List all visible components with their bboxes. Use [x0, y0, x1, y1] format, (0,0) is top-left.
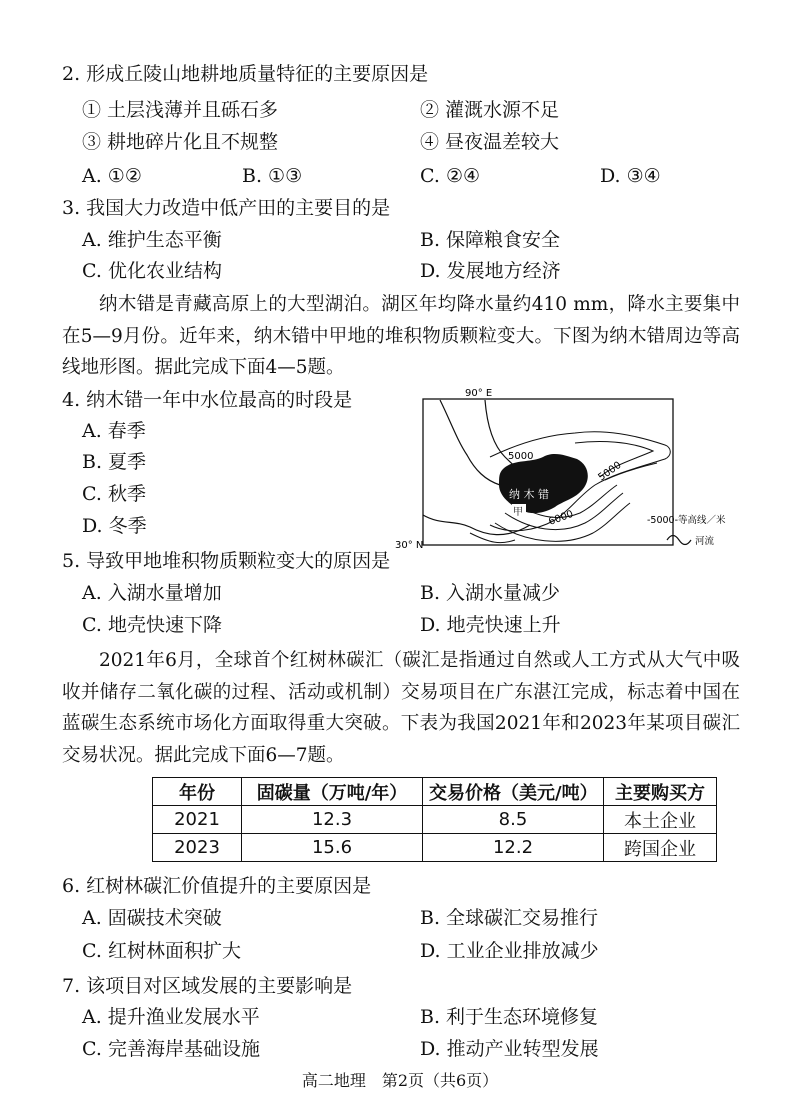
q7-choice-c: C. 完善海岸基础设施 [82, 1038, 260, 1060]
contour-label-6000: 6000 [547, 508, 575, 528]
passage-namco: 纳木错是青藏高原上的大型湖泊。湖区年均降水量约410 mm，降水主要集中在5—9月份。近年来，纳木错中甲地的堆积物质颗粒变大。下图为纳木错周边等高线地形图。据此完成下面4—5题。 [62, 294, 740, 378]
table-row [153, 806, 717, 834]
contour-label-5000-b: 5000 [596, 459, 624, 484]
map-longitude-label: 90° E [465, 388, 493, 399]
q2-item-3: ③ 耕地碎片化且不规整 [82, 131, 279, 153]
q6-choice-b: B. 全球碳汇交易推行 [420, 907, 599, 929]
lake-label: 纳 木 错 [509, 488, 549, 501]
table-header: 主要购买方 [604, 778, 717, 806]
passage-mangrove: 2021年6月，全球首个红树林碳汇（碳汇是指通过自然或人工方式从大气中吸收并储存二氧化碳的过程、活动或机制）交易项目在广东湛江完成，标志着中国在蓝碳生态系统市场化方面取得重大突破。下表为我国2021年和2023年某项目碳汇交易状况。据此完成下面6—7题。 [62, 650, 740, 766]
q2-choice-a: A. ①② [82, 165, 142, 187]
q5-choice-a: A. 入湖水量增加 [82, 582, 222, 604]
q2-choice-b: B. ①③ [242, 165, 303, 187]
q2-choice-d: D. ③④ [600, 165, 661, 187]
q3-choice-a: A. 维护生态平衡 [82, 229, 222, 251]
legend-contour: -5000-等高线／米 [647, 515, 726, 526]
q7-choice-b: B. 利于生态环境修复 [420, 1006, 599, 1028]
q7-choice-a: A. 提升渔业发展水平 [82, 1006, 260, 1028]
legend-river: 河流 [695, 536, 715, 547]
q4-choice-b: B. 夏季 [82, 451, 147, 473]
q3-choice-b: B. 保障粮食安全 [420, 229, 561, 251]
site-label: 甲 [513, 507, 523, 518]
table-cell: 2021 [153, 806, 242, 834]
q2-choice-c: C. ②④ [420, 165, 481, 187]
q2-item-2: ② 灌溉水源不足 [420, 99, 560, 121]
table-cell: 2023 [153, 834, 242, 862]
table-header: 年份 [153, 778, 242, 806]
q6-choice-a: A. 固碳技术突破 [82, 907, 222, 929]
contour-map [395, 385, 755, 575]
q5-choice-b: B. 入湖水量减少 [420, 582, 561, 604]
table-cell: 12.2 [423, 834, 604, 862]
question-6-stem: 6. 红树林碳汇价值提升的主要原因是 [62, 875, 372, 897]
q6-choice-c: C. 红树林面积扩大 [82, 940, 241, 962]
question-3-stem: 3. 我国大力改造中低产田的主要目的是 [62, 197, 391, 219]
q2-item-1: ① 土层浅薄并且砾石多 [82, 99, 279, 121]
river-northwest [440, 400, 500, 485]
q2-item-4: ④ 昼夜温差较大 [420, 131, 560, 153]
table-cell: 12.3 [242, 806, 423, 834]
table-header-row [153, 778, 717, 806]
table-cell: 8.5 [423, 806, 604, 834]
carbon-trade-table [152, 777, 717, 862]
q5-choice-d: D. 地壳快速上升 [420, 614, 561, 636]
q7-choice-d: D. 推动产业转型发展 [420, 1038, 599, 1060]
q3-choice-d: D. 发展地方经济 [420, 260, 561, 282]
table-cell: 跨国企业 [604, 834, 717, 862]
q6-choice-d: D. 工业企业排放减少 [420, 940, 599, 962]
question-4-stem: 4. 纳木错一年中水位最高的时段是 [62, 389, 353, 411]
q4-choice-d: D. 冬季 [82, 515, 147, 537]
page-footer: 高二地理 第2页（共6页） [301, 1071, 499, 1090]
map-latitude-label: 30° N [395, 540, 424, 551]
table-row [153, 834, 717, 862]
contour-label-5000-a: 5000 [508, 451, 534, 462]
question-7-stem: 7. 该项目对区域发展的主要影响是 [62, 975, 353, 997]
question-2-stem: 2. 形成丘陵山地耕地质量特征的主要原因是 [62, 63, 429, 85]
q3-choice-c: C. 优化农业结构 [82, 260, 222, 282]
legend-river-symbol [667, 536, 691, 545]
q4-choice-c: C. 秋季 [82, 483, 146, 505]
q5-choice-c: C. 地壳快速下降 [82, 614, 222, 636]
table-header: 交易价格（美元/吨） [423, 778, 604, 806]
table-cell: 15.6 [242, 834, 423, 862]
table-cell: 本土企业 [604, 806, 717, 834]
table-header: 固碳量（万吨/年） [242, 778, 423, 806]
question-5-stem: 5. 导致甲地堆积物质颗粒变大的原因是 [62, 550, 391, 572]
q4-choice-a: A. 春季 [82, 420, 146, 442]
